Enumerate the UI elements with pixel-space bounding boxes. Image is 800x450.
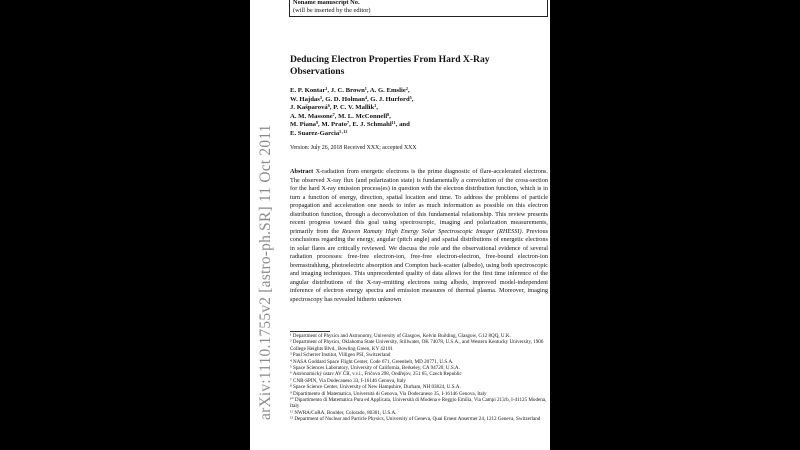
author-list — [290, 87, 545, 139]
arxiv-identifier-stamp: arXiv:1110.1755v2 [astro-ph.SR] 11 Oct 2011 — [257, 124, 274, 420]
abstract-label: Abstract — [290, 168, 314, 175]
author-line: M. Piana⁹, M. Prato⁷, E. J. Schmahl¹¹, and — [290, 121, 410, 129]
version-line: Version: July 26, 2018 Received XXX; accepted XXX — [290, 145, 417, 151]
paper-title: Deducing Electron Properties From Hard X-Ray Observations — [290, 54, 490, 77]
author-line: A. M. Massone⁷, M. L. McConnell⁸, — [290, 112, 391, 120]
abstract-text: X-radiation from energetic electrons is the prime diagnostic of flare-accelerated electrons. The observed X-ray flux (and polarization state) is fundamentally a convolution of the cross-section for the hard X-ray emission process(es) in question with the electron distribution function, which is in turn a function of energy, direction, spatial location and time. To address the problems of particle propagation and acceleration one needs to infer as much information as possible on this electron distribution function, through a deconvolution of this fundamental relationship. This review presents recent progress toward this goal using spectroscopic, imaging and polarization measurements, primarily from the — [290, 168, 548, 235]
affiliation-item: ² Department of Physics, Oklahoma State University, Stillwater, OK 74078, U.S.A., and Western Kentucky University, 1906 College Heights Blvd., Bowling Green, KY 42101 — [290, 339, 544, 352]
affiliation-item: ⁷ CNR-SPIN, Via Dodecaneso 33, I-16146 Genova, Italy — [290, 377, 406, 384]
affiliation-item: ¹¹ NWRA/CoRA, Boulder, Colorado, 80301, U.S.A. — [290, 409, 397, 416]
manuscript-number-note: (will be inserted by the editor) — [293, 7, 371, 14]
affiliation-item: ⁵ Space Sciences Laboratory, University of California, Berkeley, CA 94720, U.S.A. — [290, 365, 460, 372]
footnote-divider — [290, 331, 330, 332]
affiliation-footnotes — [290, 333, 548, 423]
affiliation-item: ⁹ Dipartimento di Matematica, Università di Genova, Via Dodecaneso 35, I-16146 Genova, Italy — [290, 390, 487, 397]
affiliation-item: ⁴ NASA Goddard Space Flight Center, Code 671, Greenbelt, MD 20771, U.S.A. — [290, 358, 454, 365]
affiliation-item: ⁸ Space Science Center, University of New Hampshire, Durham, NH 03824, U.S.A. — [290, 384, 461, 391]
author-line: W. Hajdas³, G. D. Holman⁴, G. J. Hurford⁵, — [290, 95, 414, 103]
author-line: E. P. Kontar¹, J. C. Brown¹, A. G. Emslie², — [290, 87, 410, 94]
author-line: E. Suarez-Garcia¹·¹² — [290, 129, 348, 137]
author-line: J. Kašparová⁶, P. C. V. Mallik¹, — [290, 104, 378, 112]
affiliation-item: ¹² Department of Nuclear and Particle Physics, University of Geneva, Quai Ernest Ansermet 24, 1212 Geneva, Switzerland — [290, 416, 541, 423]
affiliation-item: ³ Paul Scherrer Institut, Villigen PSI, Switzerland — [290, 352, 391, 359]
affiliation-item: ⁶ Astronomický ústav AV ČR, v.v.i., Fričova 298, Ondřejov, 251 65, Czech Republic — [290, 371, 462, 378]
abstract-text-continued: Previous conclusions regarding the energy, angular (pitch angle) and spatial distributions of energetic electrons in solar flares are critically reviewed. We discuss the role and the observational evidence of several radiation processes: free-free electron-ion, free-free electron-electron, free-bound electron-ion bremsstrahlung, photoelectric absorption and Compton back-scatter (albedo), using both spectroscopic and imaging techniques. This unprecedented quality of data allows for the first time inference of the angular distributions of the X-ray-emitting electrons using albedo, improved model-independent inference of electron energy spectra and emission measures of thermal plasma. Moreover, imaging spectroscopy has revealed hitherto unknown — [290, 227, 548, 303]
abstract-instrument-name: Reuven Ramaty High Energy Solar Spectroscopic Imager (RHESSI). — [341, 227, 524, 235]
manuscript-number-label: Noname manuscript No. — [293, 0, 360, 6]
abstract — [290, 168, 548, 304]
manuscript-number-box — [289, 0, 548, 17]
affiliation-item: ¹⁰ Dipartimento di Matematica Pura ed Applicata, Università di Modena e Reggio Emilia, Via Campi 213/b, I-41125 Modena, Italy — [290, 397, 547, 410]
affiliation-item: ¹ Department of Physics and Astronomy, University of Glasgow, Kelvin Building, Glasgow, G12 8QQ, U.K. — [290, 333, 511, 339]
